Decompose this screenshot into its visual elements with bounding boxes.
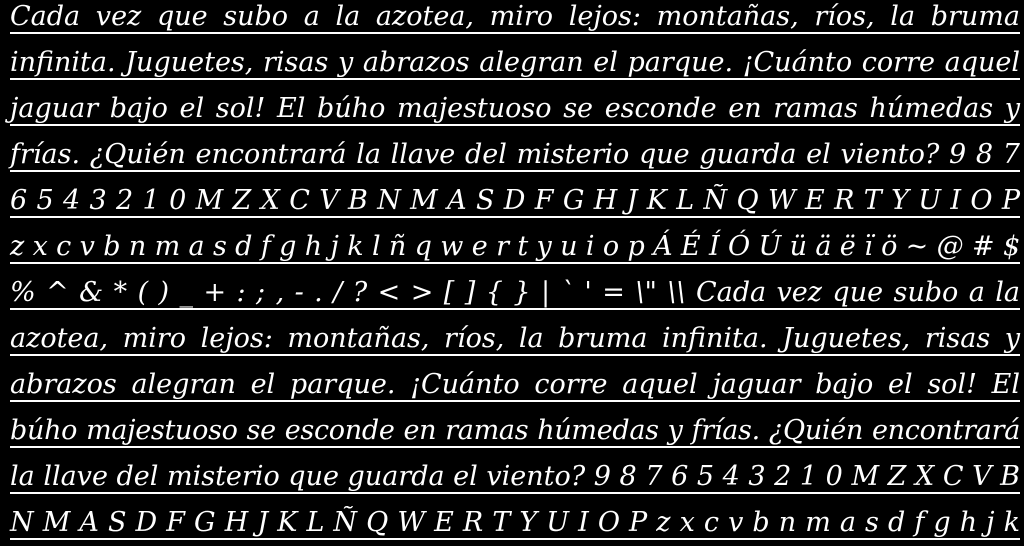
text-line-11: la llave del misterio que guarda el viento? 9 8 7 6 5 4 3 2 1 0 M Z X C V B [10, 461, 1020, 492]
specimen-text-block [10, 0, 1020, 546]
text-line-10: búho majestuoso se esconde en ramas húmedas y frías. ¿Quién encontrará [10, 415, 1020, 446]
text-line-7: % ^ & * ( ) _ + : ; , - . / ? < > [ ] { } | ` ' = \" \\ Cada vez que subo a la [10, 277, 1020, 308]
text-line-1: Cada vez que subo a la azotea, miro lejos: montañas, ríos, la bruma [10, 1, 1020, 32]
text-line-5: 6 5 4 3 2 1 0 M Z X C V B N M A S D F G H J K L Ñ Q W E R T Y U I O P [10, 185, 1020, 216]
text-line-9: abrazos alegran el parque. ¡Cuánto corre aquel jaguar bajo el sol! El [10, 369, 1020, 400]
text-line-3: jaguar bajo el sol! El búho majestuoso se esconde en ramas húmedas y [10, 93, 1020, 124]
text-line-4: frías. ¿Quién encontrará la llave del misterio que guarda el viento? 9 8 7 [10, 139, 1020, 170]
text-line-6: z x c v b n m a s d f g h j k l ñ q w e r t y u i o p Á É Í Ó Ú ü ä ë ï ö ~ @ # $ [10, 231, 1020, 262]
text-line-2: infinita. Juguetes, risas y abrazos alegran el parque. ¡Cuánto corre aquel [10, 47, 1020, 78]
text-line-8: azotea, miro lejos: montañas, ríos, la bruma infinita. Juguetes, risas y [10, 323, 1020, 354]
text-line-12: N M A S D F G H J K L Ñ Q W E R T Y U I O P z x c v b n m a s d f g h j k [10, 507, 1020, 538]
